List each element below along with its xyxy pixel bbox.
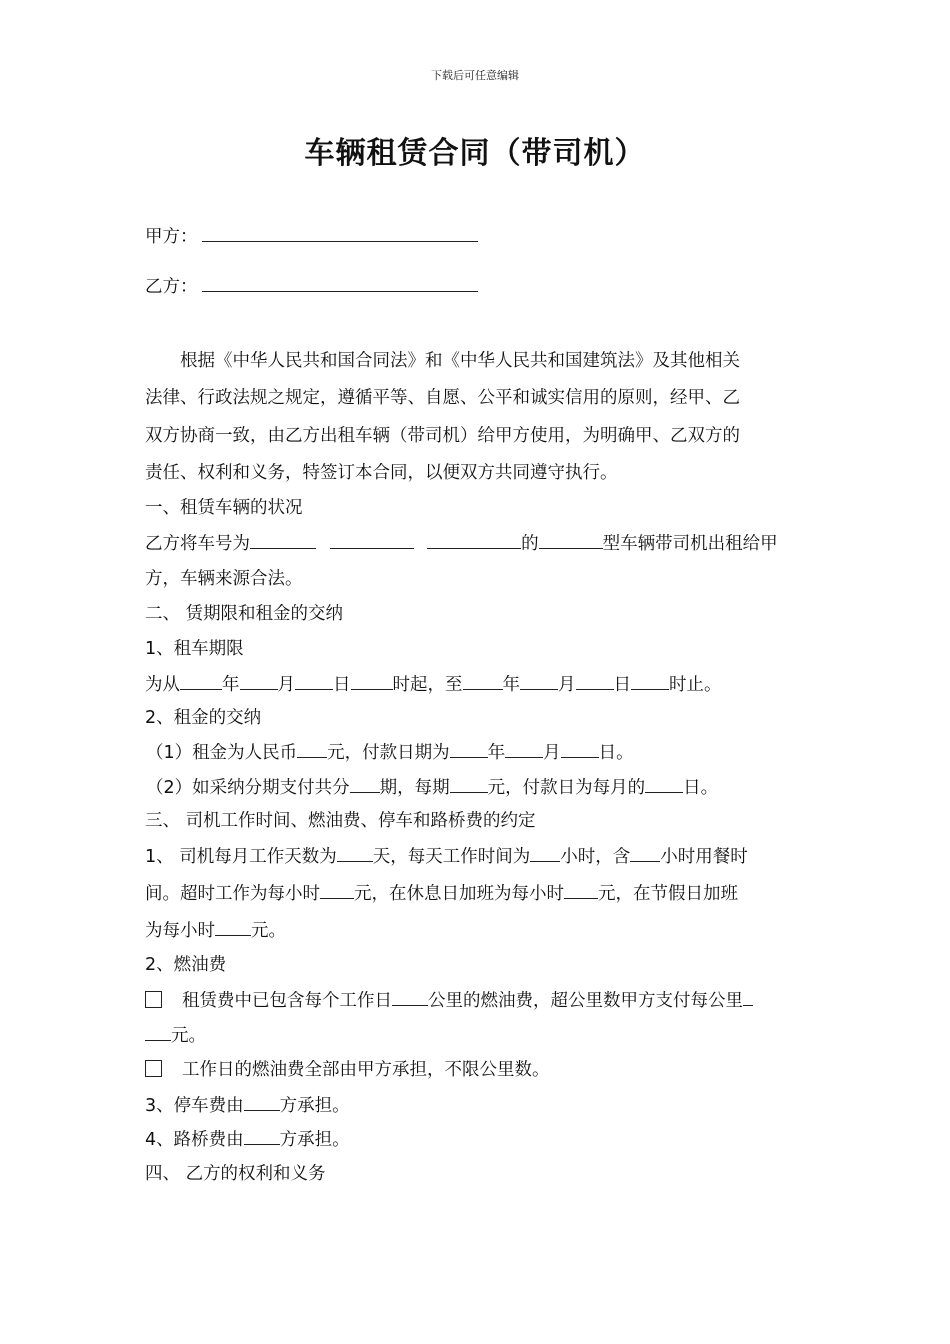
section-3-1-line-1: 1、 司机每月工作天数为 天，每天工作时间为 小时，含 小时用餐时 [145, 844, 748, 869]
party-a-row [145, 225, 478, 249]
section-3-title: 三、 司机工作时间、燃油费、停车和路桥费的约定 [145, 811, 536, 831]
party-b-blank [202, 277, 478, 292]
preamble-line-4: 责任、权利和义务，特签订本合同，以便双方共同遵守执行。 [145, 463, 618, 483]
header-note: 下载后可任意编辑 [431, 69, 519, 82]
preamble-line-2: 法律、行政法规之规定，遵循平等、自愿、公平和诚实信用的原则，经甲、乙 [145, 388, 740, 408]
section-3-1-line-2: 间。超时工作为每小时 元，在休息日加班为每小时 元，在节假日加班 [145, 881, 738, 906]
fuel-option-1-line-2: 元。 [145, 1023, 206, 1048]
section-2-2-title: 2、租金的交纳 [145, 708, 262, 728]
rent-item-1: （1）租金为人民币 元，付款日期为 年 月 日。 [146, 740, 634, 765]
rental-period-line: 为从 年 月 日 时起，至 年 月 日 时止。 [145, 672, 722, 697]
document-title: 车辆租赁合同（带司机） [304, 136, 646, 171]
fuel-option-2: 工作日的燃油费全部由甲方承担，不限公里数。 [145, 1058, 550, 1082]
section-3-4: 4、路桥费由 方承担。 [145, 1127, 350, 1152]
rent-item-2: （2）如采纳分期支付共分 期，每期 元，付款日为每月的 日。 [146, 775, 718, 800]
preamble-line-3: 双方协商一致，由乙方出租车辆（带司机）给甲方使用，为明确甲、乙双方的 [145, 426, 740, 446]
blank [427, 531, 521, 549]
blank [539, 531, 603, 549]
fuel-option-2-checkbox[interactable] [145, 1060, 162, 1077]
section-3-2-title: 2、燃油费 [145, 955, 227, 975]
section-1-line-2: 方，车辆来源合法。 [145, 569, 303, 589]
section-2-1-title: 1、租车期限 [145, 639, 244, 659]
section-2-title: 二、 赁期限和租金的交纳 [145, 604, 344, 624]
section-1-line-1: 乙方将车号为 的 型车辆带司机出租给甲 [145, 531, 778, 556]
party-b-label: 乙方： [145, 277, 198, 297]
party-a-blank [202, 227, 478, 242]
fuel-option-1-checkbox[interactable] [145, 991, 162, 1008]
party-b-row [145, 275, 478, 299]
section-1-title: 一、租赁车辆的状况 [145, 498, 303, 518]
fuel-option-1-line-1: 租赁费中已包含每个工作日 公里的燃油费，超公里数甲方支付每公里 [145, 988, 753, 1013]
section-4-title: 四、 乙方的权利和义务 [145, 1164, 326, 1184]
preamble-line-1: 根据《中华人民共和国合同法》和《中华人民共和国建筑法》及其他相关 [180, 351, 740, 371]
party-a-label: 甲方： [145, 227, 198, 247]
section-3-3: 3、停车费由 方承担。 [145, 1093, 350, 1118]
blank [330, 531, 414, 549]
blank [250, 531, 316, 549]
section-3-1-line-3: 为每小时 元。 [145, 918, 286, 943]
